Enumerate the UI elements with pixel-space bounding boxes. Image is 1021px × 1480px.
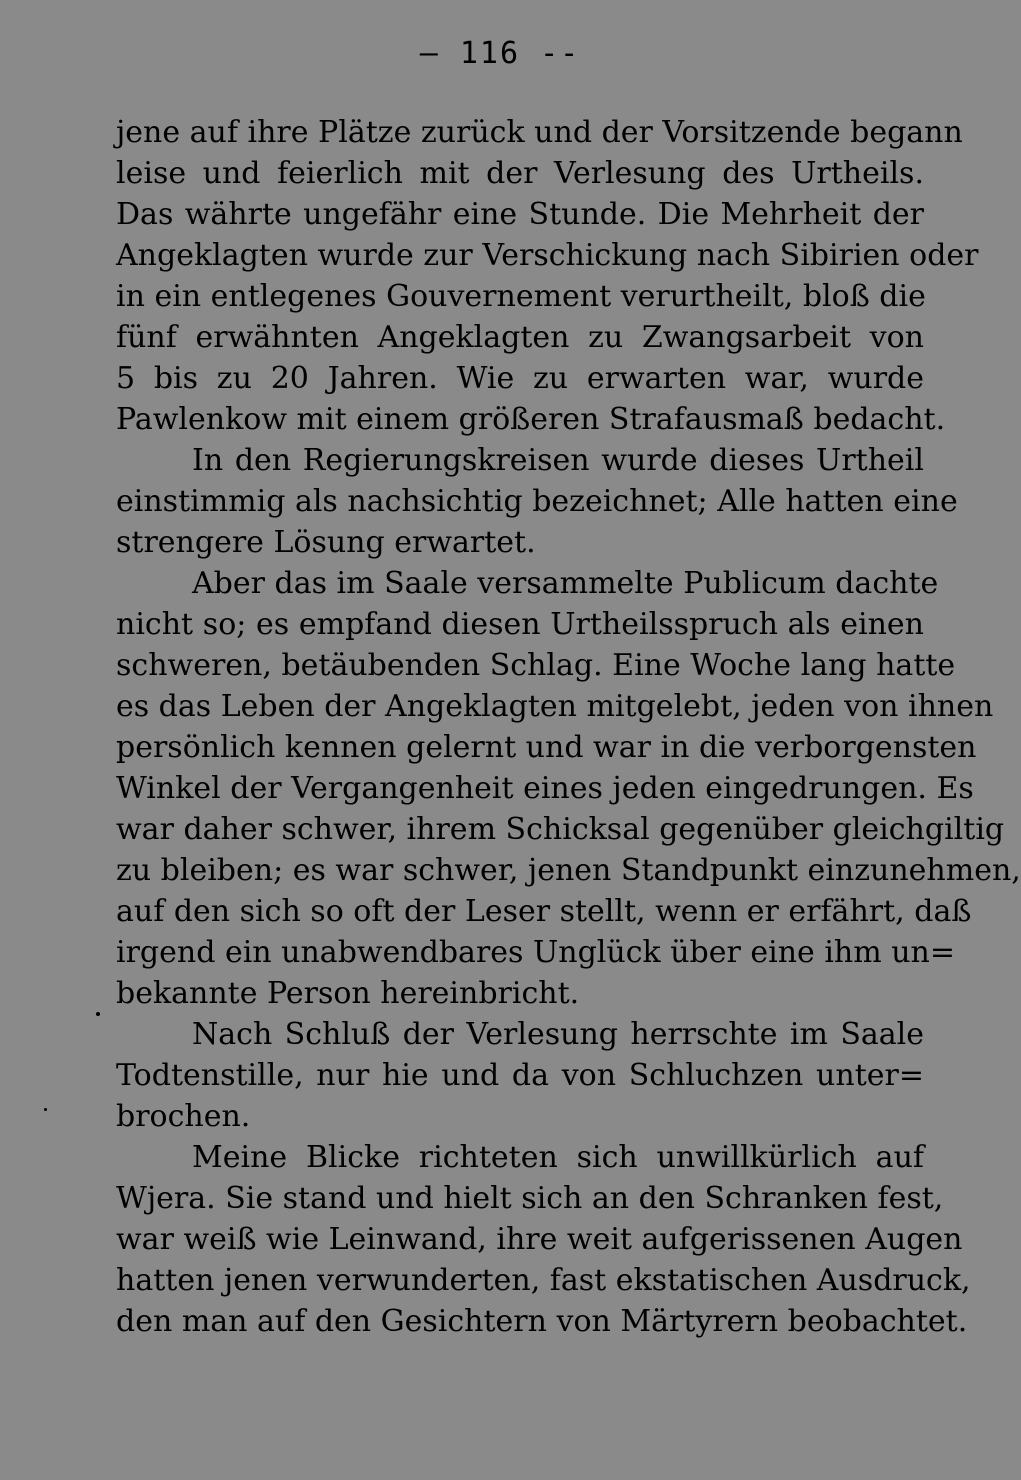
text-line: brochen. <box>116 1099 251 1134</box>
text-line: war daher schwer, ihrem Schicksal gegenüber gleichgiltig <box>116 812 1005 847</box>
text-line: In den Regierungskreisen wurde dieses Urtheil <box>192 443 924 478</box>
text-line: nicht so; es empfand diesen Urtheilsspruch als einen <box>116 607 924 642</box>
text-line: Das währte ungefähr eine Stunde. Die Mehrheit der <box>116 197 924 232</box>
text-line: war weiß wie Leinwand, ihre weit aufgerissenen Augen <box>116 1222 963 1257</box>
text-line: persönlich kennen gelernt und war in die verborgensten <box>116 730 977 765</box>
text-line: jene auf ihre Plätze zurück und der Vorsitzende begann <box>116 115 963 150</box>
text-line: es das Leben der Angeklagten mitgelebt, jeden von ihnen <box>116 689 994 724</box>
paragraph <box>116 440 958 563</box>
paragraph <box>116 1014 924 1137</box>
body-text <box>116 112 1021 1342</box>
text-line: Pawlenkow mit einem größeren Strafausmaß bedacht. <box>116 402 946 437</box>
text-line: Winkel der Vergangenheit eines jeden eingedrungen. Es <box>116 771 974 806</box>
text-line: irgend ein unabwendbares Unglück über eine ihm un= <box>116 935 956 970</box>
text-line: den man auf den Gesichtern von Märtyrern beobachtet. <box>116 1304 968 1339</box>
text-line: zu bleiben; es war schwer, jenen Standpunkt einzunehmen, <box>116 853 1021 888</box>
text-line: leise und feierlich mit der Verlesung des Urtheils. <box>116 156 924 191</box>
text-line: Meine Blicke richteten sich unwillkürlich auf <box>192 1140 924 1175</box>
text-line: Angeklagten wurde zur Verschickung nach Sibirien oder <box>116 238 979 273</box>
text-line: einstimmig als nachsichtig bezeichnet; Alle hatten eine <box>116 484 958 519</box>
text-line: 5 bis zu 20 Jahren. Wie zu erwarten war, wurde <box>116 361 924 396</box>
paragraph <box>116 563 1021 1014</box>
text-line: Aber das im Saale versammelte Publicum dachte <box>192 566 939 601</box>
text-line: fünf erwähnten Angeklagten zu Zwangsarbeit von <box>116 320 924 355</box>
text-line: strengere Lösung erwartet. <box>116 525 536 560</box>
text-line: Nach Schluß der Verlesung herrschte im Saale <box>192 1017 924 1052</box>
text-line: auf den sich so oft der Leser stellt, wenn er erfährt, daß <box>116 894 972 929</box>
page-number: — 116 -- <box>419 36 581 71</box>
ink-speck <box>96 1012 100 1016</box>
text-line: in ein entlegenes Gouvernement verurtheilt, bloß die <box>116 279 926 314</box>
text-line: schweren, betäubenden Schlag. Eine Woche lang hatte <box>116 648 956 683</box>
text-line: Wjera. Sie stand und hielt sich an den Schranken fest, <box>116 1181 944 1216</box>
text-line: hatten jenen verwunderten, fast ekstatischen Ausdruck, <box>116 1263 971 1298</box>
text-line: bekannte Person hereinbricht. <box>116 976 580 1011</box>
ink-speck <box>44 1108 47 1111</box>
paragraph <box>116 112 979 440</box>
paragraph <box>116 1137 971 1342</box>
text-line: Todtenstille, nur hie und da von Schluchzen unter= <box>116 1058 924 1093</box>
